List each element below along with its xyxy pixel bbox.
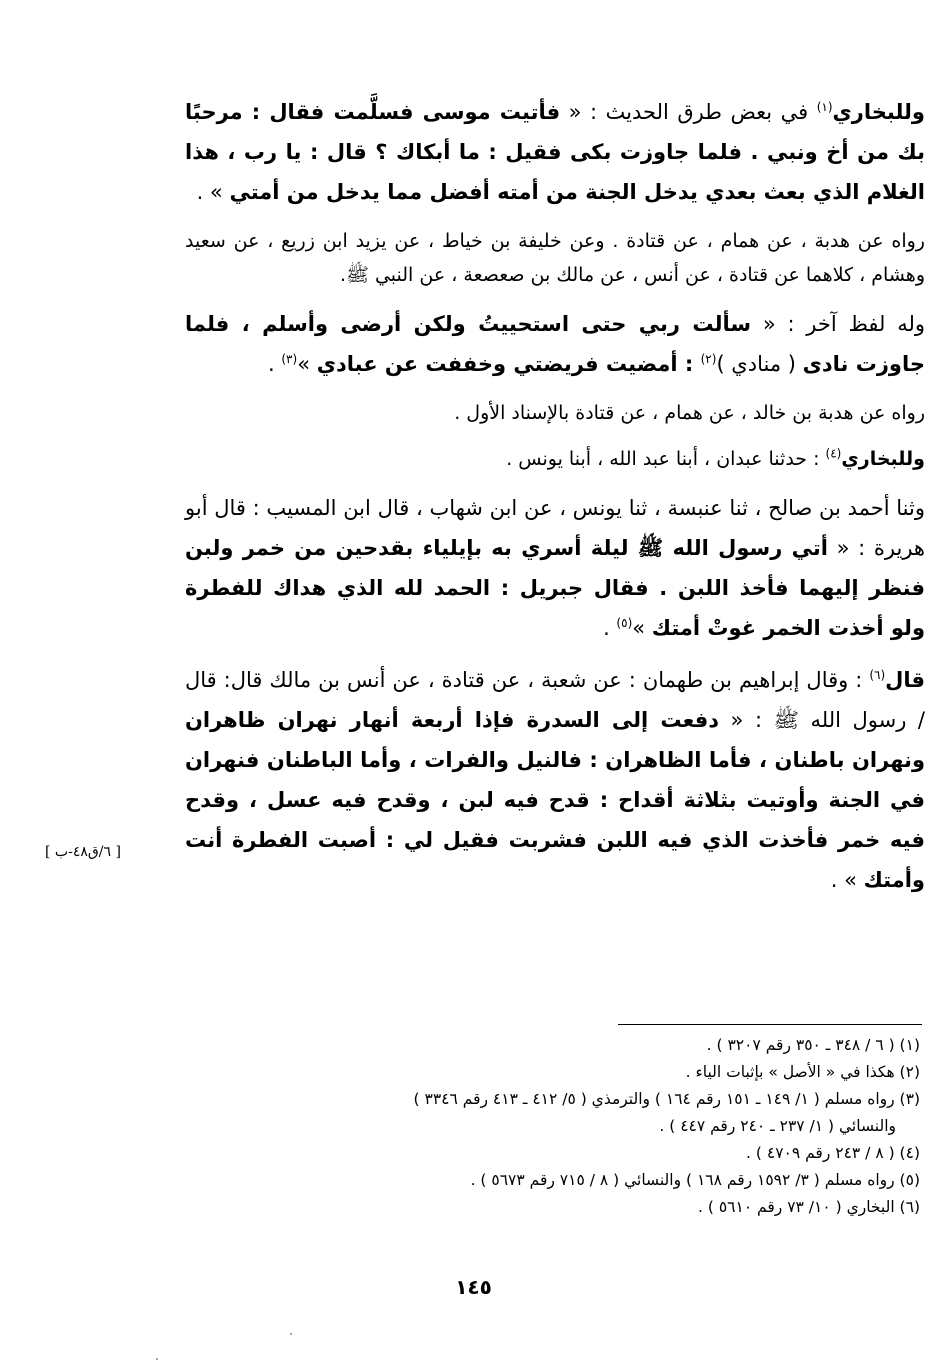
footnote-ref-4: (٤): [825, 446, 842, 461]
paragraph-6-intro: وثنا أحمد بن صالح ، ثنا عنبسة ، ثنا يونس ، عن ابن شهاب ، قال ابن المسيب : قال أبو هريرة : «: [185, 496, 926, 560]
footnote-ref-5: (٥): [616, 616, 633, 630]
paragraph-5-lead: وللبخاري: [841, 448, 925, 470]
paragraph-3-intro: وله لفظ آخر : «: [751, 312, 925, 336]
footnote-4: (٤) ( ٨ / ٢٤٣ رقم ٤٧٠٩ ) .: [746, 1144, 920, 1162]
paragraph-3-text-2: : أمضيت فريضتي وخففت عن عبادي: [316, 352, 701, 376]
paragraph-7-close: » .: [830, 868, 864, 892]
paragraph-7-hadith-text: دفعت إلى السدرة فإذا أربعة أنهار نهران ظاهران ونهران باطنان ، فأما الظاهران : فالنيل والفرات ، وأما الباطنان فنهران في الجنة وأوتيت بثلاثة أقداح : قدح فيه لبن ، وقدح فيه عسل ، وقدح فيه خمر فأخذت الذي فيه اللبن فشربت فقيل لي : أصبت الفطرة أنت وأمتك: [185, 708, 925, 892]
paragraph-7-intro: : وقال إبراهيم بن طهمان : عن شعبة ، عن قتادة ، عن أنس بن مالك قال: قال / رسول الله ﷺ : «: [185, 668, 925, 732]
paragraph-2: [185, 224, 925, 292]
scan-speck: [290, 1333, 292, 1335]
footnote-6: (٦) البخاري ( ١٠/ ٧٣ رقم ٥٦١٠ ) .: [697, 1198, 920, 1216]
paragraph-2-text: رواه عن هدبة ، عن همام ، عن قتادة . وعن خليفة بن خياط ، عن يزيد ابن زريع ، عن سعيد وهشام ، كلاهما عن قتادة ، عن أنس ، عن مالك بن صعصعة ، عن النبي ﷺ.: [185, 230, 925, 286]
footnote-ref-3: (٣): [281, 352, 298, 366]
paragraph-1-hadith-text: فأتيت موسى فسلَّمت فقال : مرحبًا بك من أخ ونبي . فلما جاوزت بكى فقيل : ما أبكاك ؟ قال : يا رب ، هذا الغلام الذي بعث بعدي يدخل الجنة من أمته أفضل مما يدخل من أمتي: [185, 100, 925, 204]
footnote-2: (٢) هكذا في « الأصل » بإثبات الياء .: [685, 1063, 920, 1081]
paragraph-4-text: رواه عن هدبة بن خالد ، عن همام ، عن قتادة بالإسناد الأول .: [454, 402, 925, 424]
paragraph-1-close: » .: [196, 180, 230, 204]
footnote-3-continued: والنسائي ( ١/ ٢٣٧ ـ ٢٤٠ رقم ٤٤٧ ) .: [659, 1117, 896, 1135]
paragraph-7-lead: قال: [885, 668, 925, 692]
footnotes: [120, 1032, 920, 1221]
footnote-3: (٣) رواه مسلم ( ١/ ١٤٩ ـ ١٥١ رقم ١٦٤ ) والترمذي ( ٥/ ٤١٢ ـ ٤١٣ رقم ٣٣٤٦ ): [413, 1090, 920, 1108]
manuscript-folio-note: [ ٦/ق٤٨-ب ]: [45, 844, 121, 860]
paragraph-7: [185, 660, 925, 900]
footnote-ref-2: (٢): [700, 352, 717, 366]
paragraph-6: [185, 488, 925, 648]
page-number: ١٤٥: [455, 1275, 492, 1299]
footnote-1: (١) ( ٦ / ٣٤٨ ـ ٣٥٠ رقم ٣٢٠٧ ) .: [706, 1036, 920, 1054]
paragraph-6-close: »: [632, 616, 652, 640]
paragraph-1-intro: في بعض طرق الحديث : «: [560, 100, 817, 124]
paragraph-1: [185, 92, 925, 212]
footnote-ref-6: (٦): [869, 668, 886, 682]
paragraph-3-mid: ( منادي ): [716, 352, 803, 376]
paragraph-5: [185, 442, 925, 476]
paragraph-3-close: »: [297, 352, 317, 376]
paragraph-6-end: .: [603, 616, 617, 640]
footnote-divider: [618, 1024, 922, 1025]
main-text: [185, 92, 925, 912]
paragraph-1-lead: وللبخاري: [832, 100, 925, 124]
footnote-5: (٥) رواه مسلم ( ٣/ ١٥٩٢ رقم ١٦٨ ) والنسائي ( ٨ / ٧١٥ رقم ٥٦٧٣ ) .: [470, 1171, 920, 1189]
paragraph-3: [185, 304, 925, 384]
paragraph-3-end: .: [268, 352, 282, 376]
paragraph-6-hadith-text: أتي رسول الله ﷺ ليلة أسري به بإيلياء بقدحين من خمر ولبن فنظر إليهما فأخذ اللبن . فقال جبريل : الحمد لله الذي هداك للفطرة ولو أخذت الخمر غوتْ أمتك: [185, 536, 925, 640]
scan-speck: [156, 1358, 158, 1360]
paragraph-3-text-1: سألت ربي حتى استحييتُ ولكن أرضى وأسلم ، فلما جاوزت نادى: [185, 312, 925, 376]
paragraph-4: [185, 396, 925, 430]
paragraph-5-text: : حدثنا عبدان ، أبنا عبد الله ، أبنا يونس .: [506, 448, 826, 470]
footnote-ref-1: (١): [816, 100, 833, 114]
